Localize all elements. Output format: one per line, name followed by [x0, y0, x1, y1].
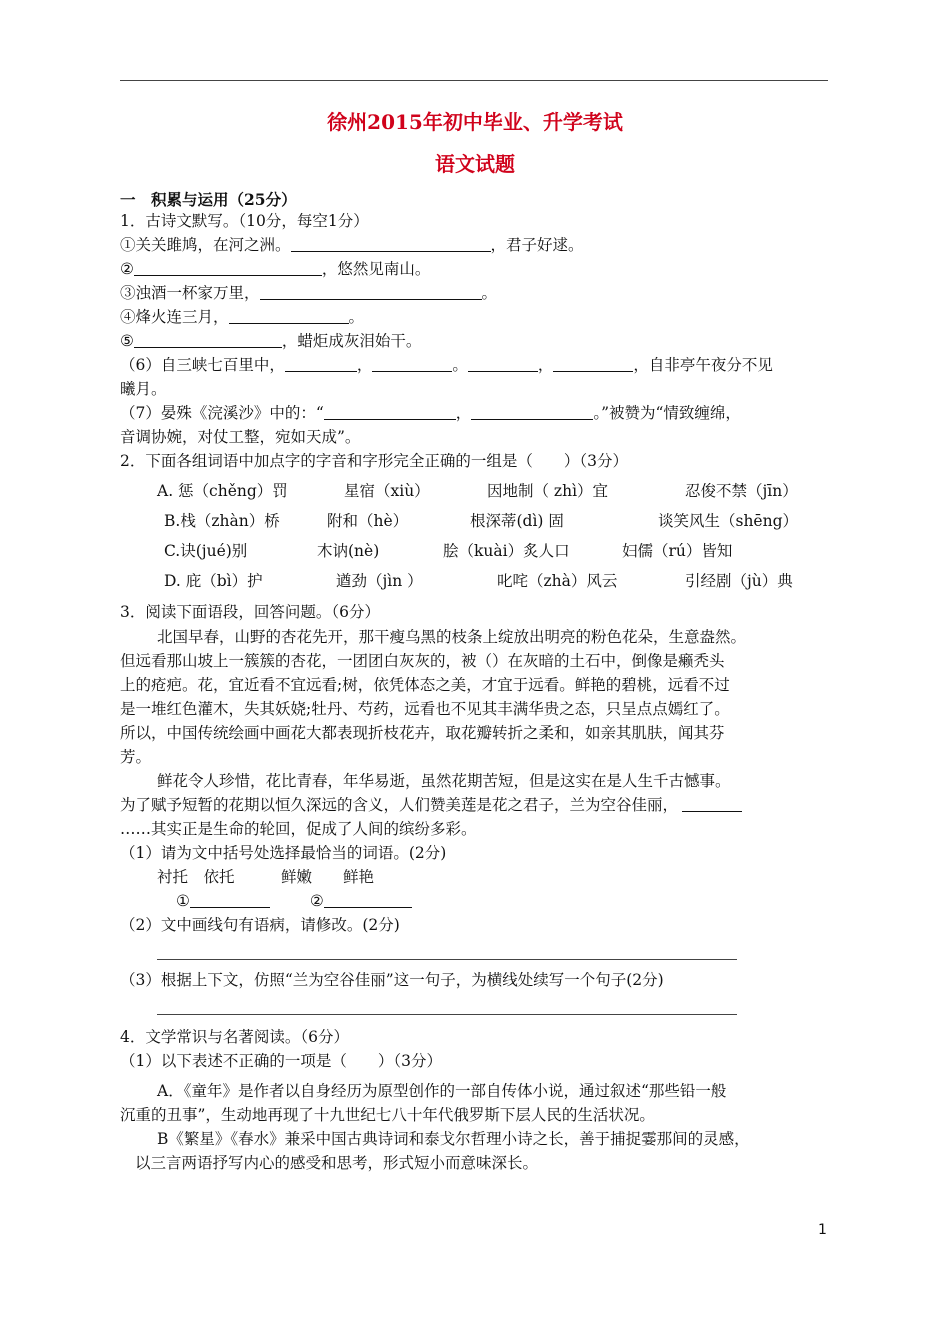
q4-stem: 4．文学常识与名著阅读。（6分） [120, 1028, 349, 1046]
q3-stem: 3．阅读下面语段，回答问题。（6分） [120, 603, 380, 621]
q3-passage-line: 上的疮疤。花，宜近看不宜远看;树，依凭体态之美，才宜于远看。鲜艳的碧桃，远看不过 [120, 676, 730, 694]
exam-subtitle: 语文试题 [435, 152, 515, 176]
answer-line [157, 1014, 737, 1015]
q1-item6: （6）自三峡七百里中， ， 。 ， ，自非亭午夜分不见 [120, 356, 773, 374]
q3-passage-line: 是一堆红色灌木，失其妖娆;牡丹、芍药，远看也不见其丰满华贵之态，只呈点点嫣红了。 [120, 700, 730, 718]
q3-sub2: （2）文中画线句有语病，请修改。(2分) [120, 916, 400, 934]
q3-sub1: （1）请为文中括号处选择最恰当的词语。(2分) [120, 844, 447, 862]
q3-passage-line: 芳。 [120, 748, 152, 766]
q1-item4: ④烽火连三月， 。 [120, 308, 365, 326]
section-heading: 一 积累与运用（25分） [120, 190, 297, 209]
q1-item1: ①关关雎鸠，在河之洲。 ，君子好逑。 [120, 236, 584, 254]
q4-option-b: B《繁星》《春水》兼采中国古典诗词和泰戈尔哲理小诗之长，善于捕捉霎那间的灵感， [157, 1130, 750, 1148]
q3-sub1-blanks: ① ② [176, 891, 412, 911]
answer-line [157, 959, 737, 960]
q1-item7: （7）晏殊《浣溪沙》中的：“ ， 。”被赞为“情致缠绵， [120, 404, 741, 422]
q3-passage-line: ……其实正是生命的轮回，促成了人间的缤纷多彩。 [120, 820, 477, 838]
q1-stem: 1．古诗文默写。（10分，每空1分） [120, 212, 369, 230]
q3-passage-line: 北国早春，山野的杏花先开，那干瘦乌黑的枝条上绽放出明亮的粉色花朵，生意盎然。 [157, 628, 747, 646]
q3-sub1-options: 衬托 依托 鲜嫩 鲜艳 [157, 868, 375, 886]
q3-sub3: （3）根据上下文，仿照“兰为空谷佳丽”这一句子，为横线处续写一个句子(2分) [120, 971, 664, 989]
q4-sub1: （1）以下表述不正确的一项是（ ）（3分） [120, 1052, 442, 1070]
page-number: 1 [818, 1222, 827, 1238]
q1-item3: ③浊酒一杯家万里， 。 [120, 284, 498, 302]
q1-item7-cont: 音调协婉，对仗工整，宛如天成”。 [120, 428, 361, 446]
header-rule [120, 80, 828, 81]
q4-option-a-cont: 沉重的丑事”，生动地再现了十九世纪七八十年代俄罗斯下层人民的生活状况。 [120, 1106, 655, 1124]
q4-option-b-cont: 以三言两语抒写内心的感受和思考，形式短小而意味深长。 [135, 1154, 539, 1172]
q1-item6-cont: 曦月。 [120, 380, 167, 398]
q2-stem: 2．下面各组词语中加点字的字音和字形完全正确的一组是（ ）（3分） [120, 452, 628, 470]
q3-passage-line: 但远看那山坡上一簇簇的杏花，一团团白灰灰的，被（）在灰暗的土石中，倒像是癞秃头 [120, 652, 725, 670]
q3-passage-line: 鲜花令人珍惜，花比青春，年华易逝，虽然花期苦短，但是这实在是人生千古憾事。 [157, 772, 731, 790]
q1-item5: ⑤ ，蜡炬成灰泪始干。 [120, 332, 422, 350]
q3-passage-line: 所以，中国传统绘画中画花大都表现折枝花卉，取花瓣转折之柔和，如亲其肌肤，闻其芬 [120, 724, 725, 742]
q1-item2: ② ，悠然见南山。 [120, 260, 431, 278]
exam-title: 徐州2015年初中毕业、升学考试 [327, 110, 623, 134]
q3-passage-line: 为了赋予短暂的花期以恒久深远的含义，人们赞美莲是花之君子，兰为空谷佳丽， [120, 795, 742, 815]
q4-option-a: A．《童年》是作者以自身经历为原型创作的一部自传体小说，通过叙述“那些铅一般 [157, 1082, 727, 1100]
